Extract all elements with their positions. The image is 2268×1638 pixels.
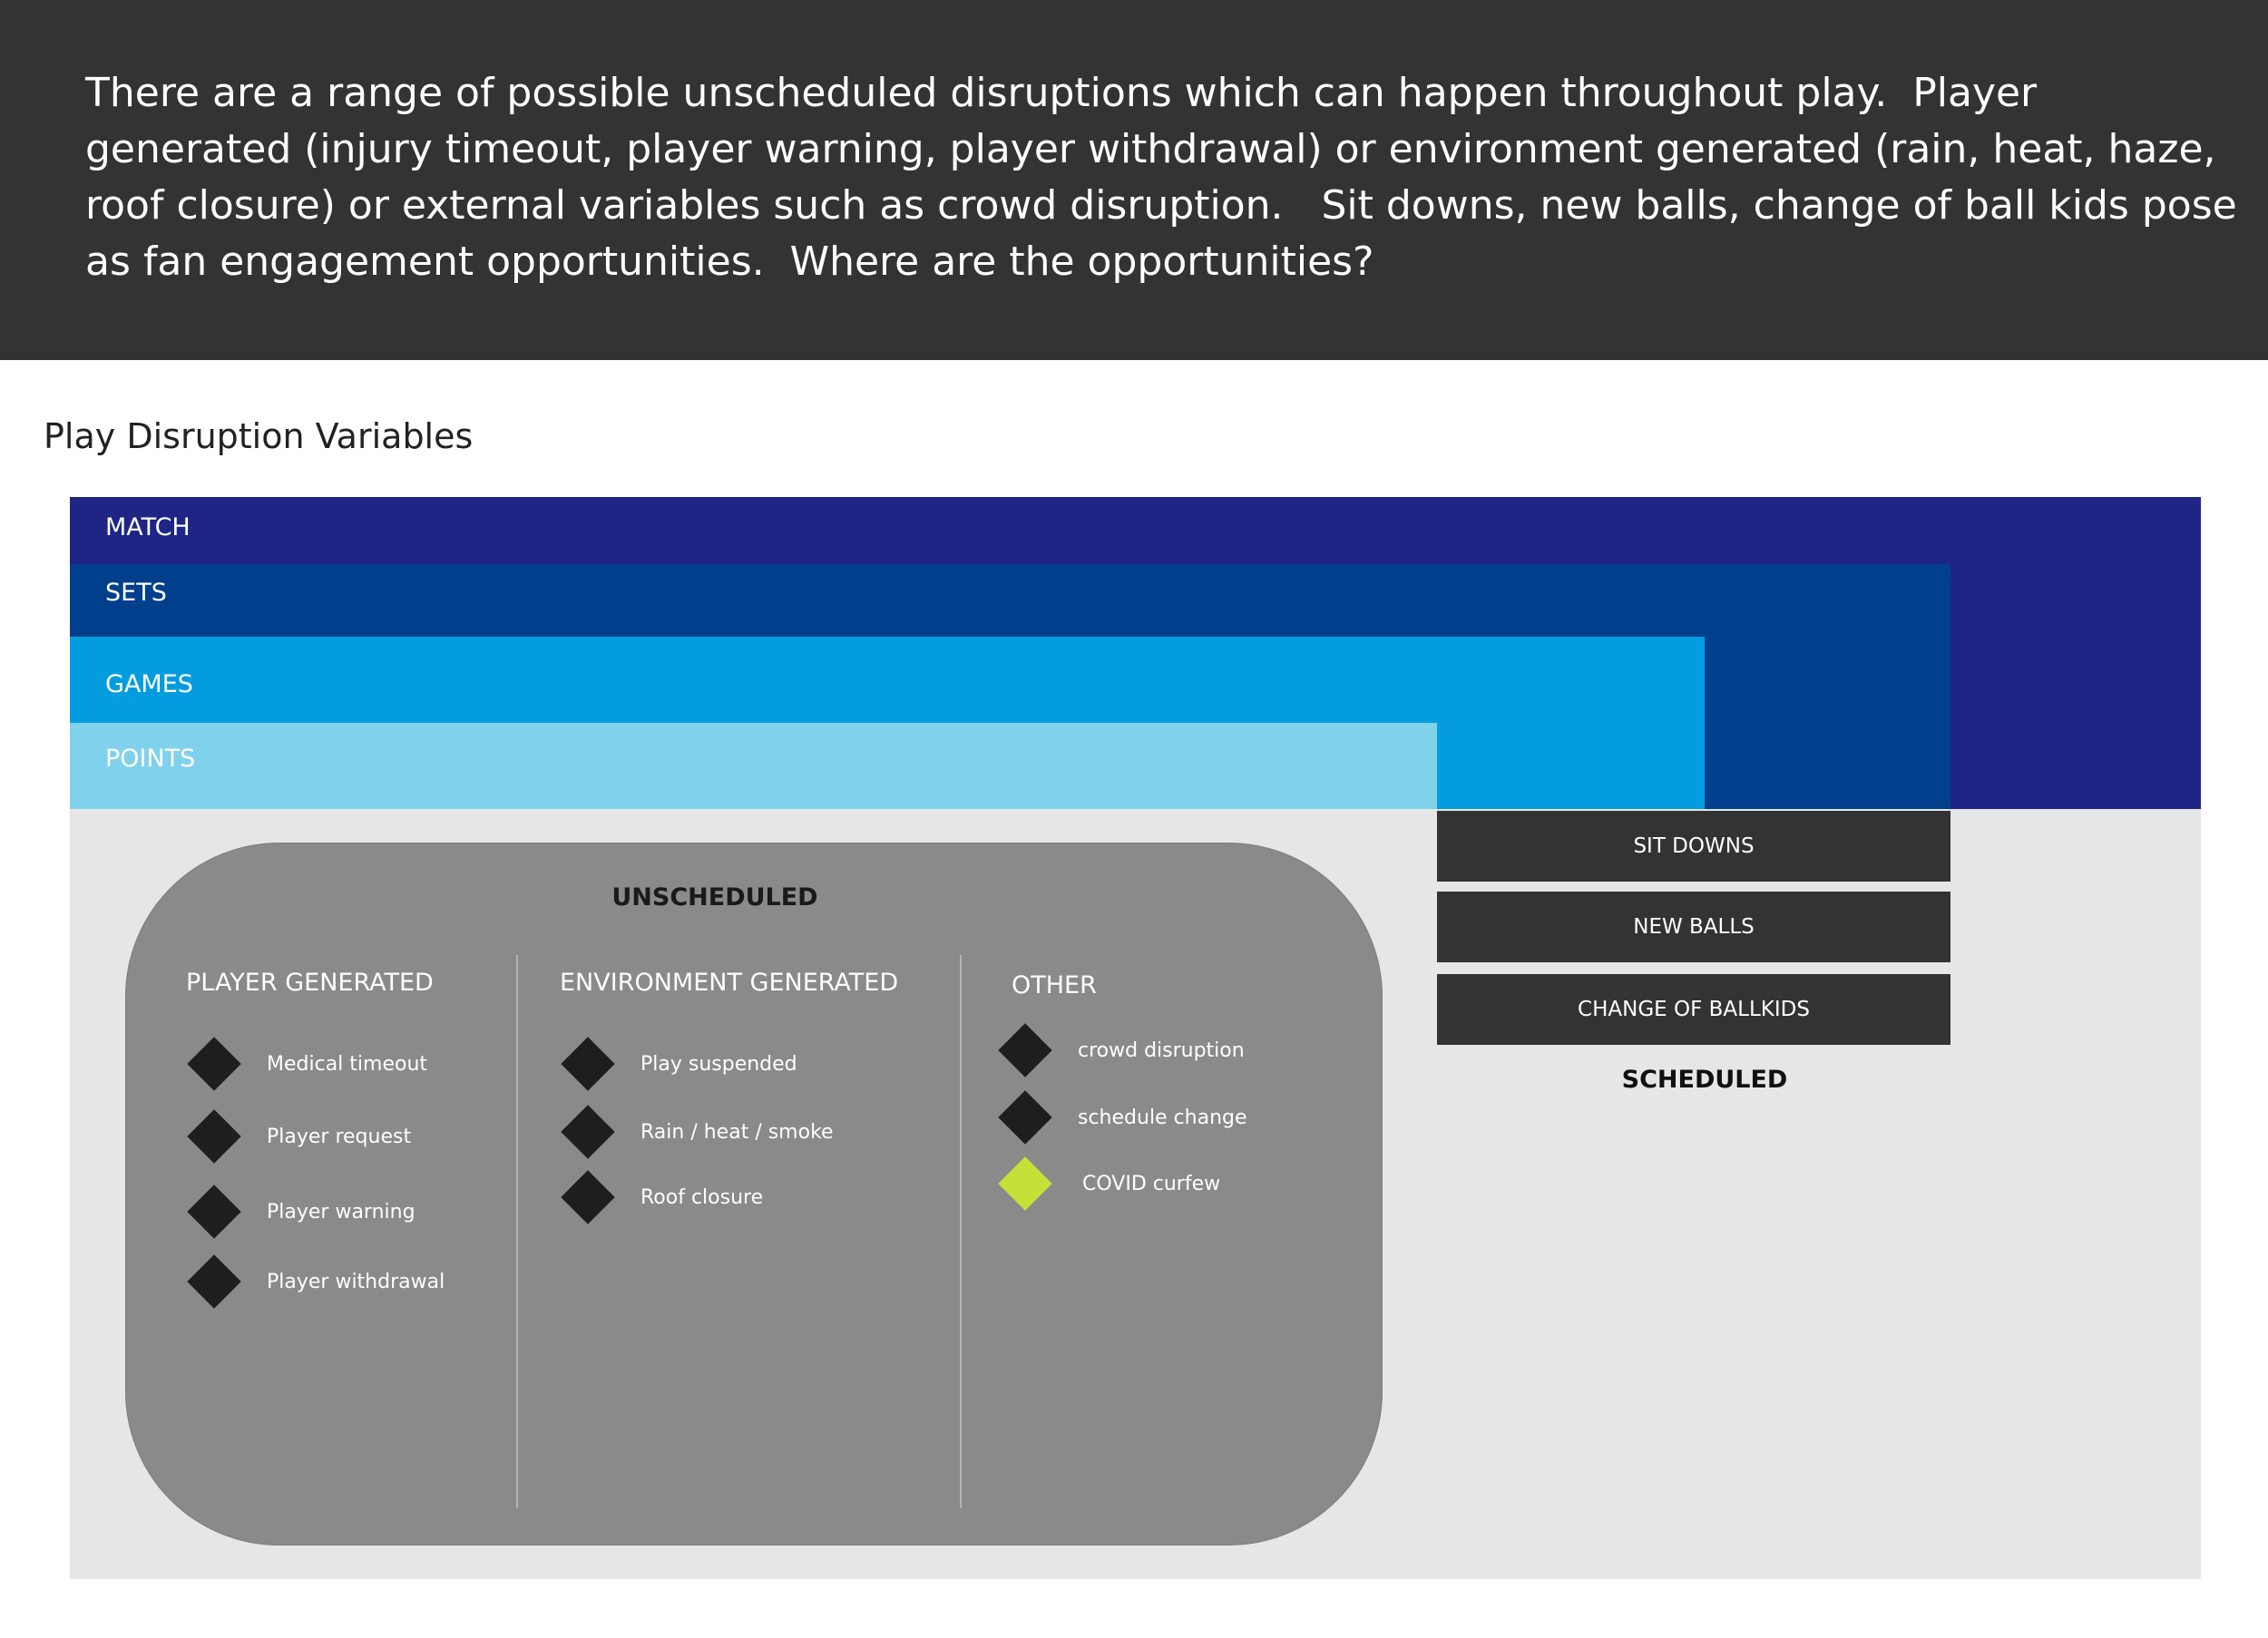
diamond-bullet-icon	[187, 1254, 240, 1308]
intro-text: There are a range of possible unscheduled disruptions which can happen throughout play. Player generated (injury timeout, player warning, player withdrawal) or environment generated (rain, heat, haze, roof closure) or external variables such as crowd disruption. Sit downs, new balls, change of ball kids pose as fan engagement opportunities. Where are the opportunities?	[85, 70, 2250, 285]
list-item	[186, 1108, 411, 1165]
list-item	[186, 1253, 445, 1310]
scheduled-item-sit-downs: SIT DOWNS	[1437, 811, 1950, 882]
diamond-bullet-icon	[561, 1105, 614, 1158]
diamond-bullet-icon	[998, 1023, 1051, 1077]
list-item	[560, 1104, 834, 1160]
list-item	[997, 1089, 1247, 1146]
list-item	[186, 1184, 415, 1240]
column-heading-environment-generated: ENVIRONMENT GENERATED	[560, 969, 899, 997]
diamond-bullet-highlight-icon	[998, 1156, 1051, 1210]
band-points-label: POINTS	[105, 745, 196, 773]
band-games-label: GAMES	[105, 670, 193, 698]
scheduled-label: SCHEDULED	[1621, 1066, 1788, 1094]
list-item-label: schedule change	[1078, 1106, 1247, 1129]
list-item-label: Medical timeout	[267, 1052, 428, 1076]
column-heading-player-generated: PLAYER GENERATED	[186, 969, 434, 997]
list-item-label: Play suspended	[640, 1052, 797, 1076]
scheduled-item-new-balls: NEW BALLS	[1437, 892, 1950, 962]
list-item-label: COVID curfew	[1082, 1172, 1221, 1195]
scheduled-item-change-of-ballkids: CHANGE OF BALLKIDS	[1437, 974, 1950, 1045]
diamond-bullet-icon	[561, 1170, 614, 1224]
column-divider	[960, 955, 962, 1508]
list-item	[560, 1169, 763, 1225]
list-item-label: Player withdrawal	[267, 1270, 445, 1293]
band-sets-label: SETS	[105, 579, 167, 607]
list-item	[560, 1036, 797, 1092]
diamond-bullet-icon	[187, 1109, 240, 1163]
diagram-title: Play Disruption Variables	[44, 416, 474, 456]
diamond-bullet-icon	[187, 1037, 240, 1090]
list-item-highlighted	[997, 1155, 1220, 1212]
diamond-bullet-icon	[187, 1185, 240, 1238]
list-item-label: crowd disruption	[1078, 1038, 1245, 1062]
list-item-label: Rain / heat / smoke	[640, 1120, 834, 1144]
diamond-bullet-icon	[998, 1090, 1051, 1144]
band-points	[70, 723, 1437, 809]
column-heading-other: OTHER	[1012, 971, 1097, 999]
list-item	[997, 1022, 1245, 1078]
unscheduled-title: UNSCHEDULED	[611, 883, 818, 912]
list-item-label: Player warning	[267, 1200, 415, 1224]
list-item	[186, 1036, 427, 1092]
list-item-label: Player request	[267, 1125, 412, 1148]
band-match-label: MATCH	[105, 513, 191, 541]
diamond-bullet-icon	[561, 1037, 614, 1090]
column-divider	[516, 955, 518, 1508]
list-item-label: Roof closure	[640, 1185, 764, 1209]
